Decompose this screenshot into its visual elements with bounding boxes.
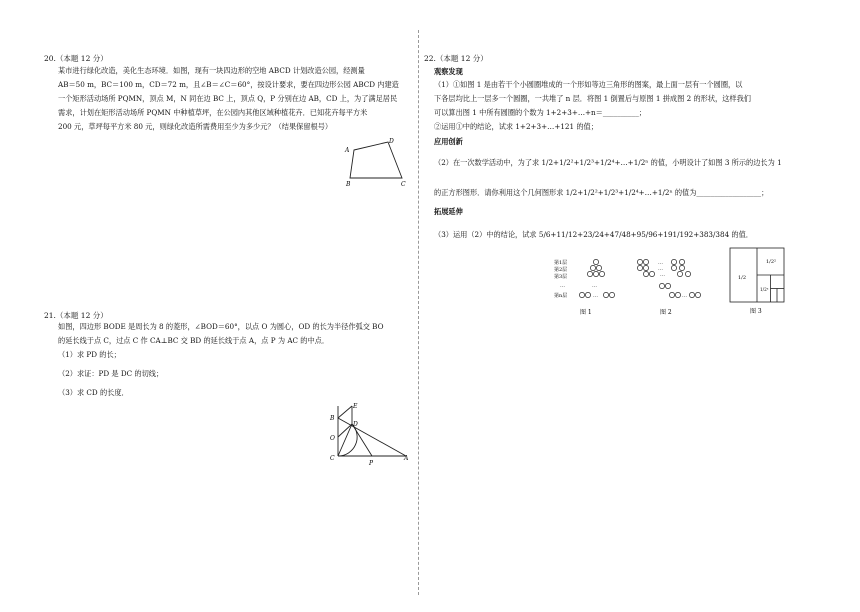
svg-text:…: … [660, 272, 665, 278]
q22-header: 22.（本题 12 分） [424, 54, 488, 63]
q22-line-5: （2）在一次数学活动中，为了求 1/2+1/2²+1/2³+1/2⁴+…+1/2ⁿ 的值，小明设计了如图 3 所示的边长为 1 [434, 158, 782, 167]
q20-line-4: 需求，计划在矩形活动场所 PQMN 中种植草坪，在公园内其他区域种植花卉．已知花卉每平方米 [58, 108, 368, 117]
label-a: A [404, 455, 409, 462]
q22-line-2: 下各层均比上一层多一个圆圈，一共堆了 n 层．将图 1 倒置后与原图 1 拼成图 2 的形状，这样我们 [434, 94, 751, 103]
svg-text:…: … [658, 266, 663, 272]
q20-line-1: 某市进行绿化改造，美化生态环境．如图，现有一块四边形的空地 ABCD 计划改造公园，经测量 [58, 66, 365, 75]
label-p: P [369, 460, 374, 467]
q21-sub-1: （1）求 PD 的长； [58, 350, 121, 359]
figure-2-circle-parallelogram [632, 256, 718, 318]
label-b: B [330, 415, 335, 422]
q21-header: 21.（本题 12 分） [44, 311, 108, 320]
svg-text:…: … [593, 293, 598, 299]
q20-header: 20.（本题 12 分） [44, 54, 108, 63]
figure-3-unit-square [726, 246, 788, 318]
column-divider [418, 30, 419, 595]
label-e: E [353, 403, 358, 410]
q22-line-6: 的正方形图形．请你利用这个几何图形求 1/2+1/2²+1/2³+1/2⁴+…+1/2ⁿ 的值为__________________； [434, 188, 769, 197]
label-d: D [353, 421, 358, 428]
fig1-row-1: 第1层 [554, 260, 568, 266]
quadrilateral-abcd [350, 142, 402, 178]
fig1-row-3: 第3层 [554, 274, 568, 280]
fig3-label-quarter: 1/2² [766, 259, 777, 265]
fig3-label-half: 1/2 [738, 275, 747, 281]
q21-line-2: 的延长线于点 C，过点 C 作 CA⊥BC 交 BD 的延长线于点 A，点 P 为 AC 的中点． [58, 336, 330, 345]
label-c: C [330, 455, 335, 462]
section-observe: 观察发现 [434, 67, 463, 76]
section-apply: 应用创新 [434, 137, 463, 146]
fig2-caption: 图 2 [660, 309, 672, 316]
q20-line-3: 一个矩形活动场所 PQMN，顶点 M，N 同在边 BC 上，顶点 Q，P 分别在边 AB，CD 上，为了满足居民 [58, 94, 398, 103]
q20-line-5: 200 元，草坪每平方米 80 元，则绿化改造所需费用至少为多少元？（结果保留根号） [58, 122, 333, 131]
label-o: O [330, 435, 335, 442]
label-d: D [389, 138, 394, 145]
label-b: B [346, 181, 351, 188]
label-a: A [345, 147, 350, 154]
fig3-caption: 图 3 [750, 308, 762, 315]
fig1-caption: 图 1 [580, 309, 592, 316]
fig1-row-n: 第n层 [554, 293, 568, 299]
q22-line-7: （3）运用（2）中的结论，试求 5/6+11/12+23/24+47/48+95/96+191/192+383/384 的值． [434, 230, 753, 239]
q22-line-3: 可以算出图 1 中所有圆圈的个数为 1+2+3+…+n＝__________； [434, 108, 646, 117]
label-c: C [401, 181, 406, 188]
section-extend: 拓展延伸 [434, 207, 463, 216]
svg-text:…: … [682, 293, 687, 299]
svg-text:…: … [658, 260, 663, 266]
q21-line-1: 如图，四边形 BODE 是周长为 8 的菱形，∠BOD＝60°，以点 O 为圆心，OD 的长为半径作弧交 BO [58, 322, 384, 331]
arc-dc [338, 424, 357, 456]
svg-text:…: … [592, 283, 597, 289]
q22-line-1: （1）①如图 1 是由若干个小圆圈堆成的一个形如等边三角形的图案，最上面一层有一个圆圈，以 [434, 80, 743, 89]
figure-1-circle-triangle [552, 256, 622, 318]
q21-rhombus-figure [322, 398, 414, 470]
q20-quadrilateral-figure [340, 134, 410, 190]
q22-line-4: ②运用①中的结论，试求 1+2+3+…+121 的值； [434, 122, 598, 131]
q21-sub-2: （2）求证：PD 是 DC 的切线； [58, 369, 164, 378]
fig1-row-ellipsis: … [560, 283, 565, 289]
q20-line-2: AB＝50 m，BC＝100 m，CD＝72 m，且∠B＝∠C＝60°，按设计要求，要在四边形公园 ABCD 内建造 [58, 80, 399, 89]
fig1-row-2: 第2层 [554, 267, 568, 273]
fig3-label-eighth: 1/2³ [760, 287, 769, 292]
q21-sub-3: （3）求 CD 的长度． [58, 388, 129, 397]
